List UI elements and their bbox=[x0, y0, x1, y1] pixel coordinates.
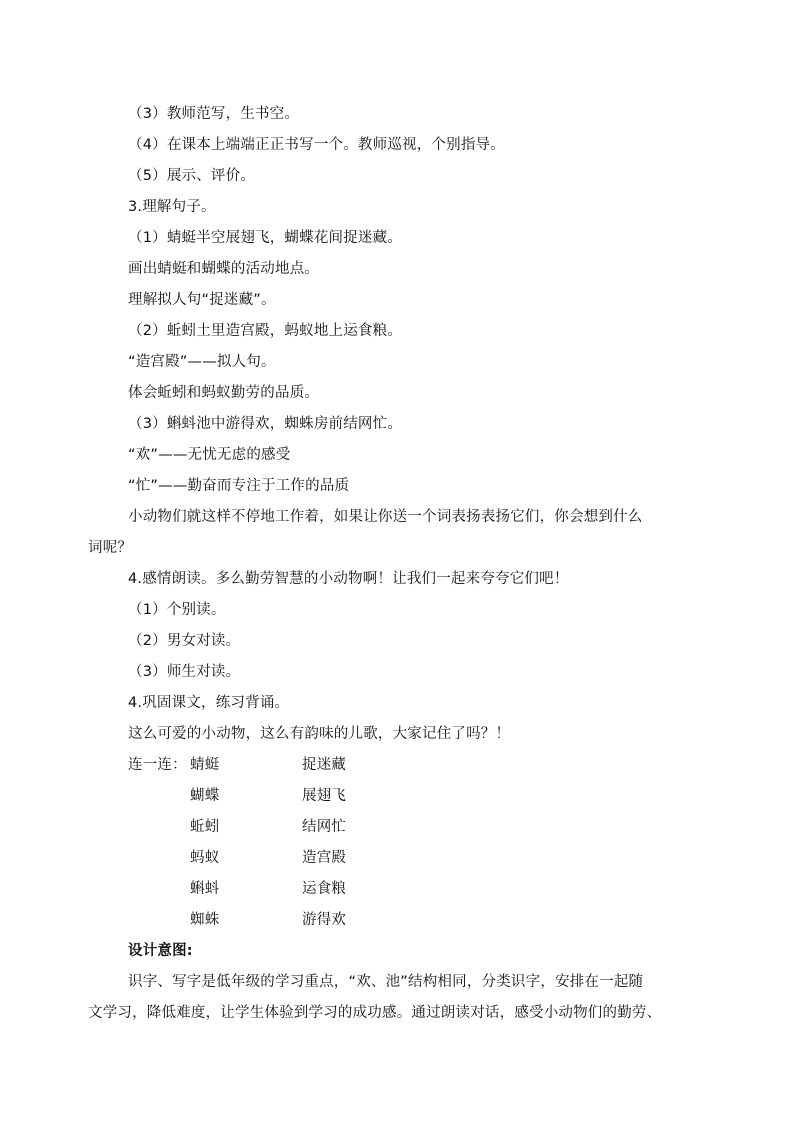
matching-right-item: 捉迷藏 bbox=[302, 757, 347, 773]
reading-individual: （1）个别读。 bbox=[128, 602, 226, 618]
design-intent-heading: 设计意图: bbox=[128, 943, 193, 959]
sentence-1-task: 画出蜻蜓和蝴蝶的活动地点。 bbox=[128, 261, 320, 277]
question-line-1: 小动物们就这样不停地工作着，如果让你送一个词表扬表扬它们，你会想到什么 bbox=[128, 509, 643, 525]
matching-left-item: 蜘蛛 bbox=[190, 912, 220, 928]
sentence-3: （3）蝌蚪池中游得欢，蜘蛛房前结网忙。 bbox=[128, 416, 403, 432]
sentence-3-note-huan: “欢”——无忧无虑的感受 bbox=[128, 447, 291, 463]
matching-right-item: 展翅飞 bbox=[302, 788, 347, 804]
matching-label: 连一连： bbox=[128, 757, 187, 773]
matching-right-item: 游得欢 bbox=[302, 912, 347, 928]
reading-teacher-student: （3）师生对读。 bbox=[128, 664, 241, 680]
design-intent-line-2: 文学习，降低难度，让学生体验到学习的成功感。通过朗读对话，感受小动物们的勤劳、 bbox=[88, 1005, 662, 1021]
matching-left-item: 蚂蚁 bbox=[190, 850, 220, 866]
matching-left-item: 蝴蝶 bbox=[190, 788, 220, 804]
step-5-show: （5）展示、评价。 bbox=[128, 168, 256, 184]
matching-right-item: 造宫殿 bbox=[302, 850, 347, 866]
sentence-1: （1）蜻蜓半空展翅飞，蝴蝶花间捉迷藏。 bbox=[128, 230, 403, 246]
reading-pairs: （2）男女对读。 bbox=[128, 633, 241, 649]
step-3-teacher-demo: （3）教师范写，生书空。 bbox=[128, 106, 300, 122]
sentence-3-note-mang: “忙”——勤奋而专注于工作的品质 bbox=[128, 478, 350, 494]
design-intent-line-1: 识字、写字是低年级的学习重点，“欢、池”结构相同，分类识字，安排在一起随 bbox=[128, 974, 644, 990]
question-line-2: 词呢？ bbox=[88, 540, 133, 556]
step-4-write: （4）在课本上端端正正书写一个。教师巡视，个别指导。 bbox=[128, 137, 505, 153]
sentence-2: （2）蚯蚓土里造宫殿，蚂蚁地上运食粮。 bbox=[128, 323, 403, 339]
matching-right-item: 运食粮 bbox=[302, 881, 347, 897]
matching-right-item: 结网忙 bbox=[302, 819, 347, 835]
sentence-2-task: 体会蚯蚓和蚂蚁勤劳的品质。 bbox=[128, 385, 320, 401]
section-3-heading: 3.理解句子。 bbox=[128, 199, 216, 215]
matching-left-item: 蝌蚪 bbox=[190, 881, 220, 897]
sentence-2-note: “造宫殿”——拟人句。 bbox=[128, 354, 276, 370]
review-question: 这么可爱的小动物，这么有韵味的儿歌，大家记住了吗？！ bbox=[128, 726, 511, 742]
section-4-reading: 4.感情朗读。多么勤劳智慧的小动物啊！让我们一起来夸夸它们吧！ bbox=[128, 571, 569, 587]
section-4-review: 4.巩固课文，练习背诵。 bbox=[128, 695, 290, 711]
matching-left-item: 蚯蚓 bbox=[190, 819, 220, 835]
matching-left-item: 蜻蜓 bbox=[190, 757, 220, 773]
sentence-1-note: 理解拟人句“捉迷藏”。 bbox=[128, 292, 276, 308]
